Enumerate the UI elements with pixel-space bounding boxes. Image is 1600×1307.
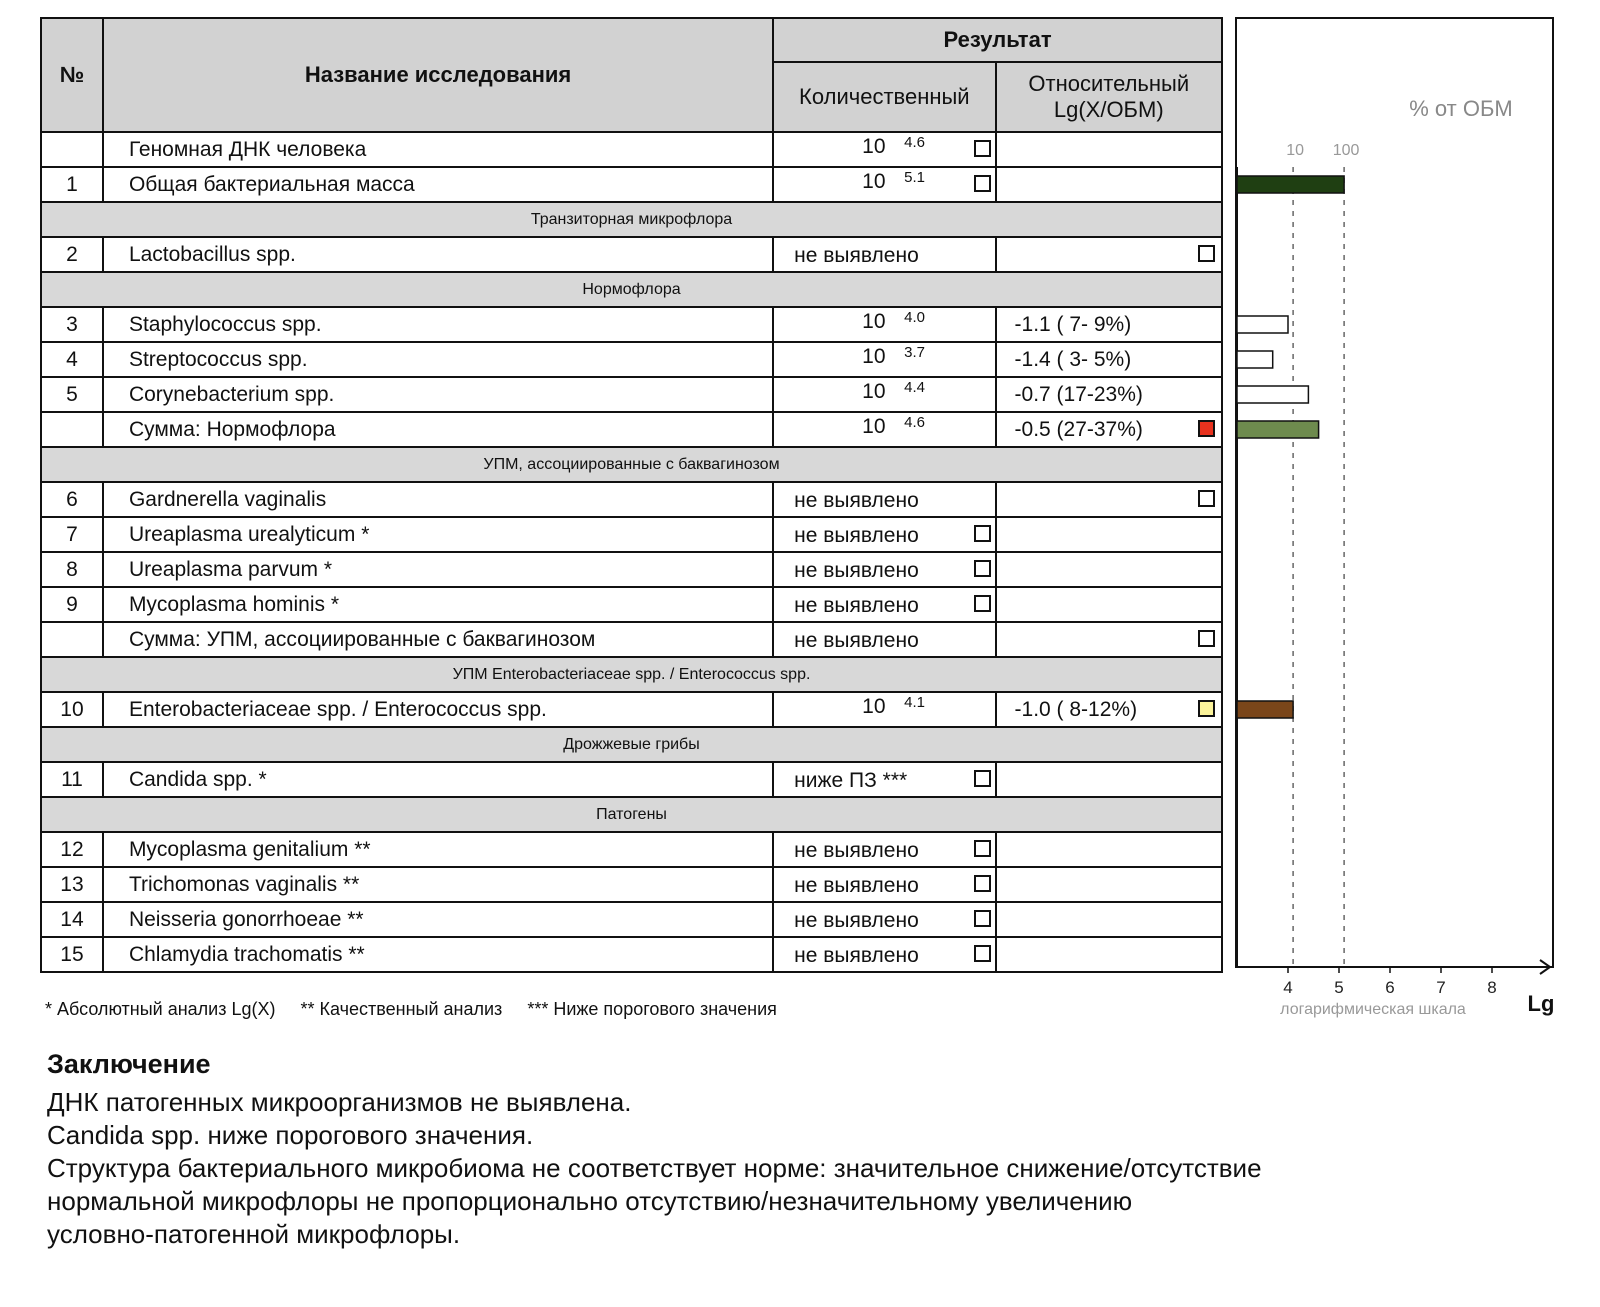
table-row — [41, 517, 1222, 552]
chart-title: % от ОБМ — [1409, 96, 1513, 121]
section-row — [41, 727, 1222, 762]
relative-cell — [996, 132, 1222, 167]
header-relative-line1: Относительный — [1028, 71, 1190, 96]
test-name: Gardnerella vaginalis — [103, 482, 773, 517]
quantitative-checkbox — [974, 945, 991, 962]
quantitative-exponent: 4.0 — [904, 309, 925, 326]
chart-bar — [1237, 316, 1288, 333]
row-number: 1 — [41, 167, 103, 202]
quantitative-text: не выявлено — [794, 244, 919, 267]
quantitative-cell — [773, 867, 995, 902]
table-row — [41, 937, 1222, 972]
row-number: 13 — [41, 867, 103, 902]
row-number — [41, 412, 103, 447]
quantitative-text: не выявлено — [794, 489, 919, 512]
quantitative-base: 10 — [862, 345, 886, 368]
log-chart-panel — [1235, 17, 1554, 1022]
test-name: Chlamydia trachomatis ** — [103, 937, 773, 972]
quantitative-cell — [773, 167, 995, 202]
reference-line-label: 10 — [1286, 142, 1304, 159]
test-name: Streptococcus spp. — [103, 342, 773, 377]
quantitative-text: ниже ПЗ *** — [794, 769, 908, 792]
quantitative-exponent: 4.6 — [904, 414, 925, 431]
chart-frame — [1236, 18, 1553, 967]
quantitative-checkbox — [974, 840, 991, 857]
test-name: Lactobacillus spp. — [103, 237, 773, 272]
relative-indicator — [1198, 490, 1215, 507]
relative-cell — [996, 692, 1222, 727]
row-number: 11 — [41, 762, 103, 797]
quantitative-cell — [773, 517, 995, 552]
relative-indicator — [1198, 245, 1215, 262]
test-name: Ureaplasma urealyticum * — [103, 517, 773, 552]
chart-bar — [1237, 176, 1344, 193]
quantitative-checkbox — [974, 595, 991, 612]
quantitative-base: 10 — [862, 135, 886, 158]
quantitative-base: 10 — [862, 310, 886, 333]
relative-cell — [996, 412, 1222, 447]
relative-value: -1.4 ( 3- 5%) — [1014, 348, 1132, 371]
footnote-threshold: *** Ниже порогового значения — [527, 999, 777, 1019]
quantitative-text: не выявлено — [794, 839, 919, 862]
section-row — [41, 272, 1222, 307]
quantitative-checkbox — [974, 910, 991, 927]
test-name: Общая бактериальная масса — [103, 167, 773, 202]
quantitative-cell — [773, 132, 995, 167]
footnote-absolute: * Абсолютный анализ Lg(X) — [45, 999, 276, 1019]
relative-cell — [996, 762, 1222, 797]
quantitative-cell — [773, 482, 995, 517]
relative-cell — [996, 307, 1222, 342]
relative-value: -0.7 (17-23%) — [1014, 383, 1143, 406]
test-name: Candida spp. * — [103, 762, 773, 797]
test-name: Mycoplasma hominis * — [103, 587, 773, 622]
conclusion-section — [47, 1049, 1547, 1251]
quantitative-text: не выявлено — [794, 524, 919, 547]
quantitative-cell — [773, 937, 995, 972]
table-row — [41, 237, 1222, 272]
section-title: УПМ Enterobacteriaceae spp. / Enterococcus spp. — [41, 657, 1222, 692]
footnote-qualitative: ** Качественный анализ — [300, 999, 503, 1019]
table-row — [41, 552, 1222, 587]
relative-value: -0.5 (27-37%) — [1014, 418, 1143, 441]
quantitative-base: 10 — [862, 415, 886, 438]
table-row — [41, 482, 1222, 517]
relative-indicator — [1198, 700, 1215, 717]
results-table — [40, 17, 1223, 973]
quantitative-cell — [773, 692, 995, 727]
relative-indicator — [1198, 630, 1215, 647]
x-tick-label: 4 — [1283, 978, 1293, 997]
conclusion-line: ДНК патогенных микроорганизмов не выявлена. — [47, 1087, 632, 1117]
header-quantitative: Количественный — [773, 62, 995, 132]
table-row — [41, 692, 1222, 727]
table-row — [41, 622, 1222, 657]
quantitative-text: не выявлено — [794, 594, 919, 617]
table-row — [41, 377, 1222, 412]
row-number: 7 — [41, 517, 103, 552]
test-name: Mycoplasma genitalium ** — [103, 832, 773, 867]
quantitative-exponent: 4.4 — [904, 379, 925, 396]
conclusion-line: условно-патогенной микрофлоры. — [47, 1219, 461, 1249]
quantitative-exponent: 4.1 — [904, 694, 925, 711]
section-title: Нормофлора — [41, 272, 1222, 307]
header-relative-line2: Lg(X/ОБМ) — [1053, 97, 1164, 122]
quantitative-cell — [773, 902, 995, 937]
quantitative-exponent: 5.1 — [904, 169, 925, 186]
test-name: Staphylococcus spp. — [103, 307, 773, 342]
x-scale-caption: логарифмическая шкала — [1280, 1001, 1466, 1018]
table-row — [41, 762, 1222, 797]
relative-value: -1.0 ( 8-12%) — [1014, 698, 1138, 721]
row-number: 9 — [41, 587, 103, 622]
conclusion-line: Структура бактериального микробиома не соответствует норме: значительное снижение/отсутствие — [47, 1153, 1262, 1183]
relative-cell — [996, 377, 1222, 412]
chart-bar — [1237, 421, 1319, 438]
quantitative-base: 10 — [862, 380, 886, 403]
relative-cell — [996, 342, 1222, 377]
quantitative-cell — [773, 587, 995, 622]
row-number — [41, 132, 103, 167]
x-tick-label: 7 — [1436, 978, 1446, 997]
header-name: Название исследования — [103, 18, 773, 132]
table-row — [41, 867, 1222, 902]
conclusion-line: нормальной микрофлоры не пропорционально отсутствию/незначительному увеличению — [47, 1186, 1133, 1216]
table-row — [41, 132, 1222, 167]
table-row — [41, 342, 1222, 377]
quantitative-checkbox — [974, 560, 991, 577]
test-name: Сумма: УПМ, ассоциированные с баквагинозом — [103, 622, 773, 657]
quantitative-cell — [773, 762, 995, 797]
table-row — [41, 412, 1222, 447]
quantitative-text: не выявлено — [794, 559, 919, 582]
header-result: Результат — [773, 18, 1222, 62]
relative-cell — [996, 167, 1222, 202]
relative-cell — [996, 517, 1222, 552]
quantitative-cell — [773, 342, 995, 377]
quantitative-base: 10 — [862, 695, 886, 718]
quantitative-cell — [773, 622, 995, 657]
row-number: 2 — [41, 237, 103, 272]
conclusion-title: Заключение — [47, 1049, 211, 1079]
quantitative-text: не выявлено — [794, 909, 919, 932]
test-name: Ureaplasma parvum * — [103, 552, 773, 587]
x-axis-label: Lg — [1527, 991, 1554, 1016]
relative-value: -1.1 ( 7- 9%) — [1014, 313, 1132, 336]
table-row — [41, 167, 1222, 202]
row-number: 5 — [41, 377, 103, 412]
section-title: Дрожжевые грибы — [41, 727, 1222, 762]
chart-bar — [1237, 386, 1308, 403]
quantitative-checkbox — [974, 175, 991, 192]
test-name: Neisseria gonorrhoeae ** — [103, 902, 773, 937]
log-chart — [1235, 17, 1554, 1022]
test-name: Сумма: Нормофлора — [103, 412, 773, 447]
quantitative-checkbox — [974, 525, 991, 542]
header-relative — [996, 62, 1222, 132]
relative-cell — [996, 237, 1222, 272]
quantitative-cell — [773, 307, 995, 342]
table-row — [41, 832, 1222, 867]
quantitative-text: не выявлено — [794, 944, 919, 967]
quantitative-cell — [773, 552, 995, 587]
header-num: № — [41, 18, 103, 132]
quantitative-checkbox — [974, 770, 991, 787]
row-number: 12 — [41, 832, 103, 867]
relative-cell — [996, 832, 1222, 867]
section-title: УПМ, ассоциированные с баквагинозом — [41, 447, 1222, 482]
row-number: 15 — [41, 937, 103, 972]
section-row — [41, 797, 1222, 832]
quantitative-text: не выявлено — [794, 874, 919, 897]
reference-line-label: 100 — [1332, 142, 1360, 159]
quantitative-cell — [773, 237, 995, 272]
table-row — [41, 307, 1222, 342]
chart-bar — [1237, 701, 1293, 718]
test-name: Trichomonas vaginalis ** — [103, 867, 773, 902]
relative-cell — [996, 587, 1222, 622]
quantitative-checkbox — [974, 875, 991, 892]
test-name: Enterobacteriaceae spp. / Enterococcus spp. — [103, 692, 773, 727]
footnotes — [45, 999, 797, 1020]
relative-cell — [996, 622, 1222, 657]
quantitative-base: 10 — [862, 170, 886, 193]
row-number: 14 — [41, 902, 103, 937]
row-number: 10 — [41, 692, 103, 727]
x-tick-label: 5 — [1334, 978, 1344, 997]
row-number: 3 — [41, 307, 103, 342]
table-row — [41, 587, 1222, 622]
relative-indicator — [1198, 420, 1215, 437]
section-row — [41, 447, 1222, 482]
row-number — [41, 622, 103, 657]
quantitative-cell — [773, 377, 995, 412]
test-name: Corynebacterium spp. — [103, 377, 773, 412]
quantitative-cell — [773, 412, 995, 447]
quantitative-text: не выявлено — [794, 629, 919, 652]
section-title: Патогены — [41, 797, 1222, 832]
table-body — [41, 132, 1222, 972]
section-title: Транзиторная микрофлора — [41, 202, 1222, 237]
row-number: 8 — [41, 552, 103, 587]
relative-cell — [996, 902, 1222, 937]
section-row — [41, 202, 1222, 237]
quantitative-cell — [773, 832, 995, 867]
quantitative-exponent: 3.7 — [904, 344, 925, 361]
table-row — [41, 902, 1222, 937]
quantitative-exponent: 4.6 — [904, 134, 925, 151]
x-tick-label: 6 — [1385, 978, 1395, 997]
relative-cell — [996, 937, 1222, 972]
chart-bar — [1237, 351, 1273, 368]
relative-cell — [996, 482, 1222, 517]
section-row — [41, 657, 1222, 692]
test-name: Геномная ДНК человека — [103, 132, 773, 167]
x-tick-label: 8 — [1487, 978, 1497, 997]
relative-cell — [996, 552, 1222, 587]
quantitative-checkbox — [974, 140, 991, 157]
row-number: 6 — [41, 482, 103, 517]
conclusion-line: Candida spp. ниже порогового значения. — [47, 1120, 534, 1150]
relative-cell — [996, 867, 1222, 902]
row-number: 4 — [41, 342, 103, 377]
